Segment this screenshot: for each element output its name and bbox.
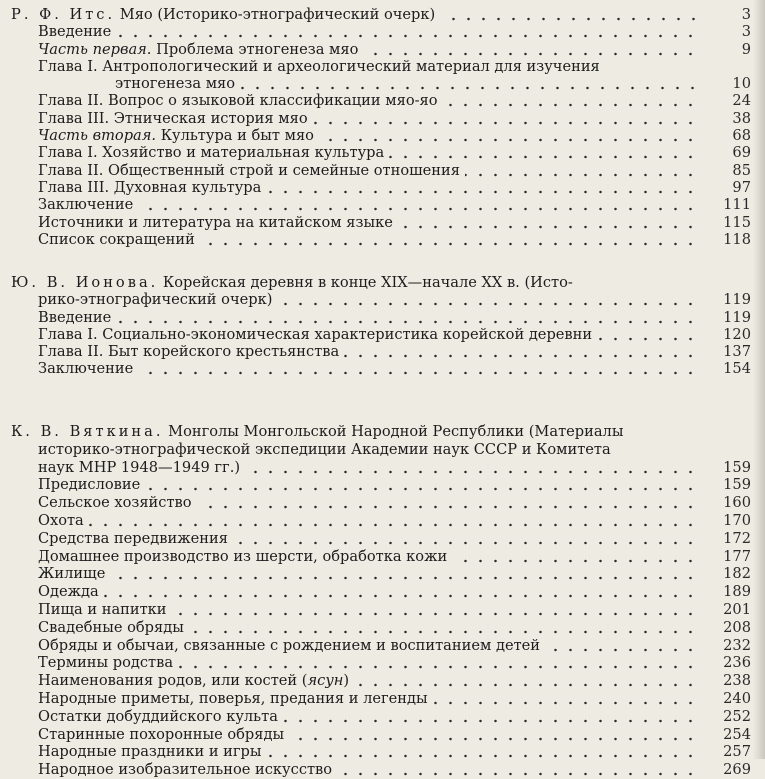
page-edge-shadow — [753, 0, 765, 759]
toc-entry: Наименования родов, или костей (ясун) 238 — [38, 672, 751, 690]
work-title: Монголы Монгольской Народной Республики (Материалы — [168, 423, 624, 440]
toc-entry: Одежда 189 — [38, 583, 751, 601]
page-number: 252 — [723, 707, 751, 725]
page-number: 232 — [723, 636, 751, 654]
author-name: Ю. В. Ионова. — [11, 274, 159, 291]
toc-entry: Охота 170 — [38, 511, 751, 529]
toc-section-ionova — [0, 274, 765, 378]
page-number: 120 — [723, 325, 751, 343]
page-number: 189 — [723, 583, 751, 601]
page-number: 97 — [732, 178, 751, 196]
page-number: 85 — [732, 161, 751, 179]
toc-entry: Народные приметы, поверья, предания и легенды 240 — [38, 689, 751, 707]
section-title — [11, 423, 765, 441]
page-number: 160 — [723, 494, 751, 512]
page-number: 269 — [723, 761, 751, 779]
toc-entry: Термины родства 236 — [38, 654, 751, 672]
page-number: 118 — [723, 230, 751, 248]
toc-entry: Предисловие 159 — [38, 476, 751, 494]
section-title — [11, 274, 765, 291]
page-number: 119 — [723, 308, 751, 326]
page-number: 201 — [723, 600, 751, 618]
toc-entry: Обряды и обычаи, связанные с рождением и воспитанием детей 232 — [38, 636, 751, 654]
toc-entry: Заключение 154 — [38, 360, 751, 378]
toc-entry: Средства передвижения 172 — [38, 529, 751, 547]
toc-entry: Сельское хозяйство 160 — [38, 494, 751, 512]
section-title-continuation: наук МНР 1948—1949 гг.) 159 — [38, 458, 751, 476]
page-number: 170 — [723, 511, 751, 529]
page-number: 3 — [741, 6, 751, 23]
page-number: 159 — [723, 458, 751, 476]
page-number: 24 — [732, 92, 751, 110]
toc-entry: Домашнее производство из шерсти, обработка кожи 177 — [38, 547, 751, 565]
page-number: 10 — [732, 75, 751, 93]
toc-entry: Введение 119 — [38, 308, 751, 326]
toc-entry: Заключение 111 — [38, 196, 751, 214]
page-number: 182 — [723, 565, 751, 583]
page-number: 69 — [732, 144, 751, 162]
toc-entry: Жилище 182 — [38, 565, 751, 583]
page-number: 238 — [723, 672, 751, 690]
author-name: К. В. Вяткина. — [11, 423, 164, 440]
toc-section-its — [0, 6, 765, 248]
section-title-continuation: рико-этнографический очерк) 119 — [38, 291, 751, 309]
toc-entry: Глава I. Антропологический и археологический материал для изучения — [38, 58, 765, 75]
page-number: 257 — [723, 743, 751, 761]
toc-entry: Глава I. Хозяйство и материальная культура 69 — [38, 144, 751, 162]
page-number: 240 — [723, 689, 751, 707]
page-number: 254 — [723, 725, 751, 743]
toc-entry: Глава II. Общественный строй и семейные отношения 85 — [38, 161, 751, 179]
page-number: 38 — [732, 109, 751, 127]
toc-entry: Глава III. Этническая история мяо 38 — [38, 109, 751, 127]
section-title-continuation: историко-этнографической экспедиции Академии наук СССР и Комитета — [38, 441, 765, 459]
toc-entry: Список сокращений 118 — [38, 230, 751, 248]
toc-entry: Часть первая. Проблема этногенеза мяо 9 — [38, 40, 751, 58]
page-number: 115 — [723, 213, 751, 231]
toc-entry: Народные праздники и игры 257 — [38, 743, 751, 761]
toc-entry: Народное изобразительное искусство 269 — [38, 761, 751, 779]
author-name: Р. Ф. Итс. — [11, 6, 116, 23]
work-title: Корейская деревня в конце XIX—начале XX в. (Исто- — [162, 274, 573, 291]
page-number: 68 — [732, 127, 751, 145]
toc-entry: Остатки добуддийского культа 252 — [38, 707, 751, 725]
page-number: 154 — [723, 360, 751, 378]
page-number: 119 — [723, 291, 751, 309]
page-number: 172 — [723, 529, 751, 547]
toc-entry: Глава II. Быт корейского крестьянства 137 — [38, 343, 751, 361]
toc-entry-continuation: этногенеза мяо 10 — [115, 75, 751, 93]
toc-entry: Глава II. Вопрос о языковой классификации мяо-яо 24 — [38, 92, 751, 110]
page-number: 236 — [723, 654, 751, 672]
toc-entry: Старинные похоронные обряды 254 — [38, 725, 751, 743]
work-title: Мяо (Историко-этнографический очерк) — [119, 6, 436, 23]
page-number: 177 — [723, 547, 751, 565]
page-number: 9 — [741, 40, 751, 58]
toc-entry: Глава III. Духовная культура 97 — [38, 178, 751, 196]
toc-entry: Свадебные обряды 208 — [38, 618, 751, 636]
page-number: 3 — [741, 23, 751, 41]
toc-entry: Глава I. Социально-экономическая характеристика корейской деревни 120 — [38, 325, 751, 343]
toc-section-vyatkina — [0, 423, 765, 779]
toc-entry: Часть вторая. Культура и быт мяо 68 — [38, 127, 751, 145]
page-number: 208 — [723, 618, 751, 636]
toc-entry: Введение 3 — [38, 23, 751, 41]
page-number: 137 — [723, 343, 751, 361]
page-number: 159 — [723, 476, 751, 494]
section-title — [11, 6, 765, 23]
page-number: 111 — [723, 196, 751, 214]
toc-entry: Источники и литература на китайском языке 115 — [38, 213, 751, 231]
toc-entry: Пища и напитки 201 — [38, 600, 751, 618]
